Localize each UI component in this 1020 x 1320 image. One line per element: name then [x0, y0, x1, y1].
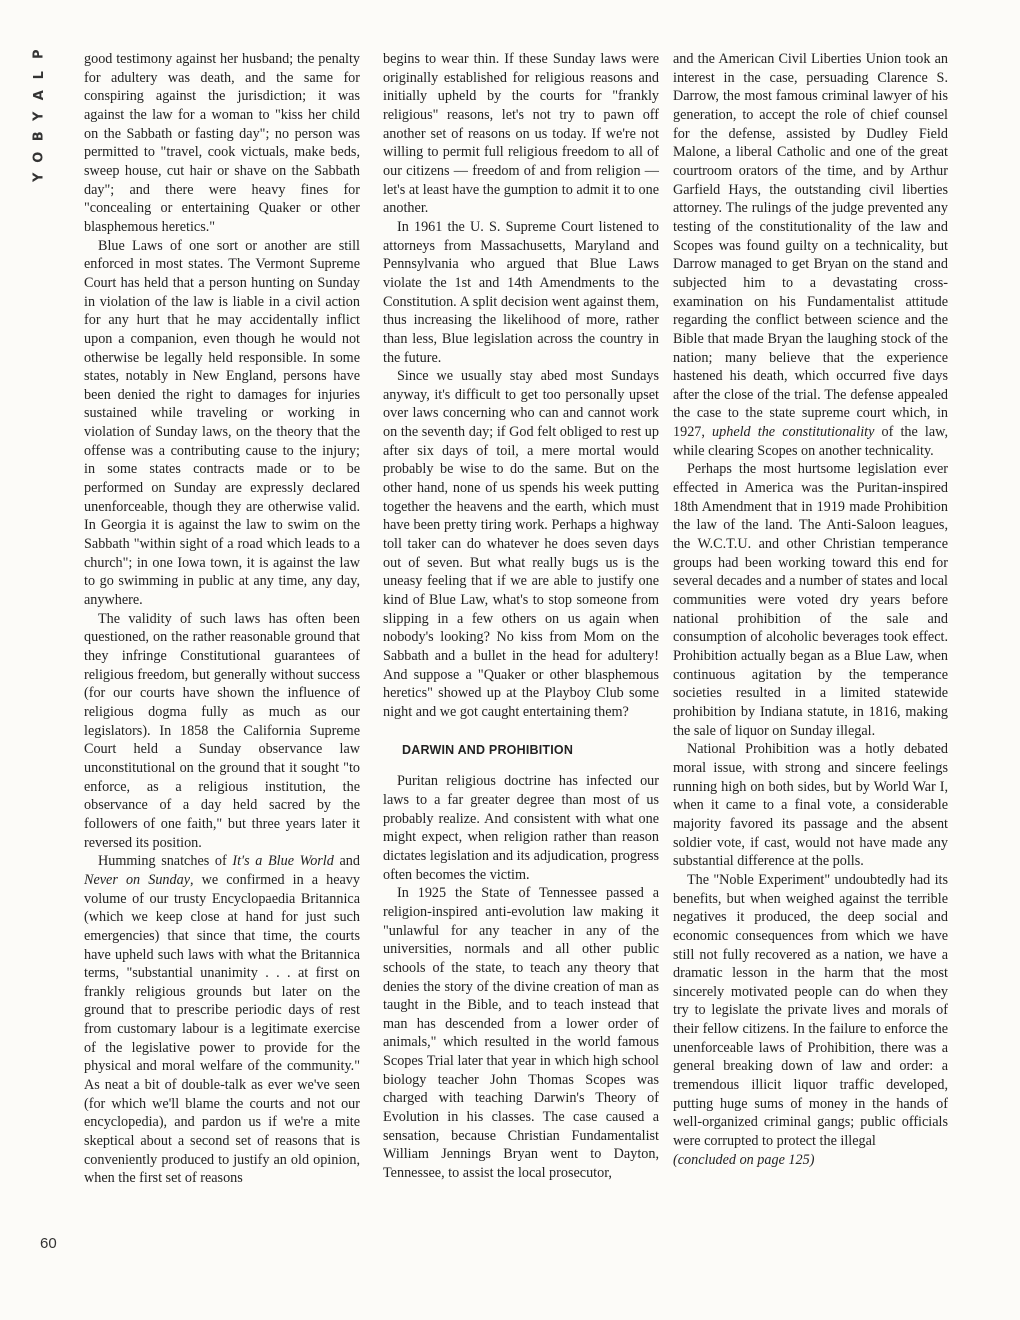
paragraph: [84, 852, 360, 1188]
paragraph: [673, 50, 948, 460]
paragraph: Perhaps the most hurtsome legislation ever effected in America was the Puritan-inspired 18th Amendment that in 1919 made Prohibition the law of the land. The Anti-Saloon leagues, the W.C.T.U. and other Christian temperance groups had been working toward this end for several decades and a number of states and local communities were voted dry years before national prohibition of the sale and consumption of alcoholic beverages took effect. Prohibition actually began as a Blue Law, when continuous agitation by the temperance societies resulted in a limited statewide prohibition by Indiana statute, in 1816, making the sale of liquor on Sunday illegal.: [673, 461, 948, 739]
paragraph: National Prohibition was a hotly debated moral issue, with strong and sincere feelings running high on both sides, but by World War I, when it came to a final vote, a considerable majority favored its passage and the absent soldier vote, if cast, would not have made any substantial difference at the polls.: [673, 741, 948, 870]
masthead-letter: Y: [31, 172, 47, 182]
text-run: and the American Civil Liberties Union took an interest in the case, persuading Clarence S. Darrow, the most famous criminal lawyer of his generation, to accept the role of chief counsel for the defense, assisted by Dudley Field Malone, a liberal Catholic and one of the great courtroom orators of the time, and by Arthur Garfield Hays, the outstanding civil liberties attorney. The rulings of the judge prevented any testing of the constitutionality of the law and Scopes was found guilty on a technicality, but Darrow managed to get Bryan on the stand and subjected him to a devastating cross-examination on his Fundamentalist attitude regarding the conflict between science and the Bible that made Bryan the laughing stock of the nation; many believe that the experience hastened his death, which occurred five days after the close of the trial. The defense appealed the case to the state supreme court which, in 1927,: [673, 51, 948, 441]
magazine-masthead: [22, 44, 58, 188]
paragraph: In 1925 the State of Tennessee passed a religion-inspired anti-evolution law making it "unlawful for any teacher in any of the universities, normals and all other public schools of the state, to teach any theory that denies the story of the divine creation of man as taught in the Bible, and to teach instead that man has descended from a lower order of animals," which resulted in the world famous Scopes Trial later that year in which high school biology teacher John Thomas Scopes was charged with teaching Darwin's Theory of Evolution in his classes. The case caused a sensation, because Christian Fundamentalist William Jennings Bryan went to Dayton, Tennessee, to assist the local prosecutor,: [383, 885, 659, 1182]
paragraph: begins to wear thin. If these Sunday laws were originally established for religious reasons and initially upheld by the courts for "frankly religious" reasons, let's not try to pawn off another set of reasons on us today. If we're not willing to permit full religious freedom to all of our citizens — freedom of and from religion — let's at least have the gumption to admit it to one another.: [383, 51, 659, 217]
masthead-letter: B: [31, 131, 47, 142]
masthead-letter: A: [31, 90, 47, 101]
text-column-middle: [383, 50, 659, 1183]
paragraph: The validity of such laws has often been questioned, on the rather reasonable ground that they infringe Constitutional guarantees of religious freedom, but generally without success (for our courts have shown the influence of religious dogma fully as much as our legislators). In 1858 the California Supreme Court held a Sunday observance law unconstitutional on the ground that it sought "to enforce, as a religious institution, the observance of a day held sacred by the followers of one faith," but three years later it reversed its position.: [84, 610, 360, 851]
song-title: It's a Blue World: [232, 853, 334, 870]
masthead-letter: P: [31, 49, 47, 60]
continuation-note: (concluded on page 125): [673, 1151, 815, 1168]
song-title: Never on Sunday: [84, 871, 190, 888]
text-run: and: [333, 853, 360, 870]
masthead-letter: Y: [31, 111, 47, 121]
page-number: 60: [40, 1235, 57, 1252]
text-run: , we confirmed in a heavy volume of our trusty Encyclopaedia Britannica (which we keep close at hand for just such emergencies) that since that time, the courts have upheld such laws with what the Britannica terms, "substantial unanimity . . . at first on frankly religious grounds but later on the ground that to prescribe periodic days of rest from customary labour is a legitimate exercise of the legislative power to provide for the physical and moral welfare of the community." As neat a bit of double-talk as ever we've seen (for which we'll blame the courts and not our encyclopedia), and pardon us if we're a mite skeptical about a second set of reasons that is conveniently produced to justify an old opinion, when the first set of reasons: [84, 871, 360, 1187]
paragraph: The "Noble Experiment" undoubtedly had its benefits, but when weighed against the terrible negatives it produced, the deep social and economic consequences from which we have still not fully recovered as a nation, we have a dramatic lesson in the harm that the most sincerely motivated people can do when they try to legislate the private lives and morals of their fellow citizens. In the failure to enforce the unenforceable laws of Prohibition, there was a general breaking down of law and order: a tremendous illicit liquor traffic developed, putting huge sums of money in the hands of well-organized criminal gangs; public officials were corrupted to protect the illegal: [673, 871, 948, 1150]
paragraph: Puritan religious doctrine has infected our laws to a far greater degree than most of us probably realize. And consistent with what one might expect, when religion rather than reason dictates legislation and its adjudication, progress often becomes the victim.: [383, 773, 659, 883]
text-column-left: [84, 50, 360, 1188]
paragraph: good testimony against her husband; the penalty for adultery was death, and the same for conspiring against the jurisdiction; it was against the law for a woman to "kiss her child on the Sabbath or fasting day"; no person was permitted to "travel, cook victuals, make beds, sweep house, cut hair or shave on the Sabbath day"; and there were heavy fines for "concealing or entertaining Quaker or other blasphemous heretics.": [84, 51, 360, 235]
paragraph: Since we usually stay abed most Sundays anyway, it's difficult to get too personally upset over laws concerning who can and cannot work on the seventh day; if God felt obliged to rest up after six days of toil, a mere mortal would probably be wise to do the same. But on the other hand, none of us spends his week putting together the heavens and the earth, which must have been pretty tiring work. Perhaps a highway toll taker can do whatever he does seven days out of seven. But what really bugs us is the uneasy feeling that if we are able to justify one kind of Blue Law, what's to stop someone from slipping in a few others on us again when nobody's looking? No kiss from Mom on the Sabbath and a bullet in the head for adultery! And suppose a "Quaker or other blasphemous heretics" showed up at the Playboy Club some night and we got caught entertaining them?: [383, 368, 659, 720]
text-run: Humming snatches of: [98, 853, 233, 870]
masthead-letter: L: [31, 70, 47, 79]
paragraph: Blue Laws of one sort or another are still enforced in most states. The Vermont Supreme Court has held that a person hunting on Sunday in violation of the law is liable in a civil action for any hurt that he may accidentally inflict upon a companion, even though he would not otherwise be legally held responsible. In some states, notably in New England, persons have been denied the right to damages for injuries sustained while traveling or working in violation of Sunday laws, on the theory that the offense was a contributing cause to the injury; in some states contracts made or to be performed on Sunday are expressly declared unenforceable, though they are otherwise valid. In Georgia it is against the law to swim on the Sabbath "within sight of a road which leads to a church"; in one Iowa town, it is against the law to go swimming in public at any time, any day, anywhere.: [84, 237, 360, 609]
masthead-letter: O: [31, 151, 47, 163]
text-run: of the law, while clearing Scopes on another technicality.: [673, 424, 948, 459]
emphasis: upheld the constitutionality: [712, 424, 875, 441]
text-column-right: [673, 50, 948, 1169]
section-heading: DARWIN AND PROHIBITION: [402, 742, 574, 757]
paragraph: In 1961 the U. S. Supreme Court listened to attorneys from Massachusetts, Maryland and Pennsylvania who argued that Blue Laws violate the 1st and 14th Amendments to the Constitution. A split decision went against them, thus increasing the likelihood of more, rather than less, Blue legislation across the country in the future.: [383, 218, 659, 366]
